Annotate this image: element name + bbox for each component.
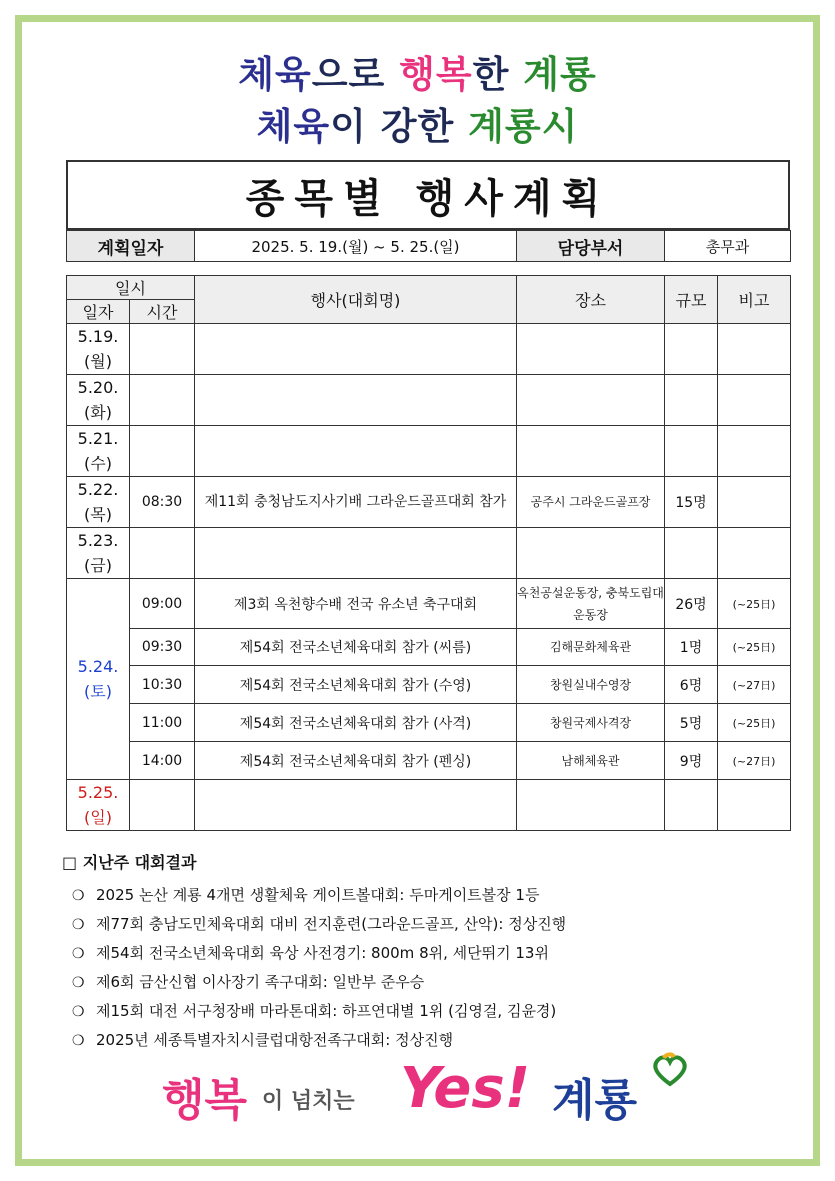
note-cell: (~27日): [718, 666, 791, 704]
header-time: 시간: [130, 300, 195, 324]
note-cell: (~25日): [718, 579, 791, 629]
circle-bullet-icon: ❍: [72, 888, 85, 904]
time-cell: 09:00: [130, 579, 195, 629]
event-cell: 제11회 충청남도지사기배 그라운드골프대회 참가: [195, 477, 517, 528]
table-row: [67, 375, 791, 426]
plan-meta-table: [66, 230, 791, 262]
table-row: [67, 780, 791, 831]
slogan-word: 한: [417, 105, 469, 148]
list-item: ❍ 제6회 금산신협 이사장기 족구대회: 일반부 준우승: [72, 968, 782, 997]
list-item: ❍ 제15회 대전 서구청장배 마라톤대회: 하프연대별 1위 (김영걸, 김윤경): [72, 997, 782, 1026]
table-row: [67, 528, 791, 579]
note-cell: (~25日): [718, 704, 791, 742]
heart-icon: [650, 1050, 690, 1090]
table-row: [67, 666, 791, 704]
date-cell: 5.23. (금): [67, 528, 130, 579]
date-cell-sunday: 5.25. (일): [67, 780, 130, 831]
circle-bullet-icon: ❍: [72, 917, 85, 933]
time-cell: 11:00: [130, 704, 195, 742]
results-list: [62, 881, 782, 1055]
event-cell: 제3회 옥천향수배 전국 유소년 축구대회: [195, 579, 517, 629]
table-row: [67, 579, 791, 629]
scale-cell: 15명: [665, 477, 718, 528]
footer-logo: 행복 이 넘치는 Yes! 계룡: [150, 1050, 690, 1140]
place-cell: 남해체육관: [517, 742, 665, 780]
event-cell: 제54회 전국소년체육대회 참가 (씨름): [195, 629, 517, 666]
note-cell: (~27日): [718, 742, 791, 780]
note-cell: [718, 477, 791, 528]
table-row: [67, 426, 791, 477]
date-cell: 5.20. (화): [67, 375, 130, 426]
circle-bullet-icon: ❍: [72, 946, 85, 962]
list-item: ❍ 제77회 충남도민체육대회 대비 전지훈련(그라운드골프, 산악): 정상진행: [72, 910, 782, 939]
note-cell: (~25日): [718, 629, 791, 666]
date-cell: 5.19. (월): [67, 324, 130, 375]
event-cell: 제54회 전국소년체육대회 참가 (펜싱): [195, 742, 517, 780]
plan-date-value: 2025. 5. 19.(월) ~ 5. 25.(일): [195, 231, 517, 262]
last-week-results: [62, 850, 782, 1055]
place-cell: 김해문화체육관: [517, 629, 665, 666]
header-date: 일자: [67, 300, 130, 324]
circle-bullet-icon: ❍: [72, 1033, 85, 1049]
dept-value: 총무과: [665, 231, 791, 262]
place-cell: 창원실내수영장: [517, 666, 665, 704]
scale-cell: 9명: [665, 742, 718, 780]
slogan-word: 한: [472, 53, 524, 96]
checkbox-icon: □: [62, 853, 78, 872]
list-item: ❍ 2025년 세종특별자치시클럽대항전족구대회: 정상진행: [72, 1026, 782, 1055]
page-title: 종목별 행사계획: [66, 160, 790, 230]
place-cell: 공주시 그라운드골프장: [517, 477, 665, 528]
scale-cell: 26명: [665, 579, 718, 629]
time-cell: 14:00: [130, 742, 195, 780]
event-cell: 제54회 전국소년체육대회 참가 (수영): [195, 666, 517, 704]
list-item: ❍ 제54회 전국소년체육대회 육상 사전경기: 800m 8위, 세단뛰기 13위: [72, 939, 782, 968]
table-row: [67, 742, 791, 780]
slogan-word: 체육: [238, 53, 312, 96]
table-row: [67, 477, 791, 528]
slogan-line-2: [0, 96, 835, 150]
slogan-word: 체육: [256, 105, 331, 148]
plan-date-label: 계획일자: [67, 231, 195, 262]
circle-bullet-icon: ❍: [72, 975, 85, 991]
list-item: ❍ 2025 논산 계룡 4개면 생활체육 게이트볼대회: 두마게이트볼장 1등: [72, 881, 782, 910]
slogan-word: 계룡: [523, 53, 597, 96]
date-cell: 5.21. (수): [67, 426, 130, 477]
scale-cell: 1명: [665, 629, 718, 666]
slogan-word: 계룡시: [468, 105, 579, 148]
dept-label: 담당부서: [517, 231, 665, 262]
table-row: [67, 629, 791, 666]
scale-cell: 6명: [665, 666, 718, 704]
date-cell-saturday: 5.24. (토): [67, 579, 130, 780]
time-cell: 09:30: [130, 629, 195, 666]
slogan-word: 이 강: [330, 105, 418, 148]
header-datetime: 일시: [67, 276, 195, 300]
time-cell: 08:30: [130, 477, 195, 528]
header-place: 장소: [517, 276, 665, 324]
header-event: 행사(대회명): [195, 276, 517, 324]
place-cell: 창원국제사격장: [517, 704, 665, 742]
results-heading: □ 지난주 대회결과: [62, 853, 197, 872]
circle-bullet-icon: ❍: [72, 1004, 85, 1020]
time-cell: 10:30: [130, 666, 195, 704]
date-cell: 5.22. (목): [67, 477, 130, 528]
table-row: [67, 704, 791, 742]
place-cell: 옥천공설운동장, 충북도립대 운동장: [517, 579, 665, 629]
slogan-word: 행복: [399, 53, 473, 96]
slogan-line-1: [0, 44, 835, 98]
schedule-table: [66, 275, 791, 831]
slogan-word: 으로: [311, 53, 400, 96]
event-cell: 제54회 전국소년체육대회 참가 (사격): [195, 704, 517, 742]
header-note: 비고: [718, 276, 791, 324]
header-scale: 규모: [665, 276, 718, 324]
scale-cell: 5명: [665, 704, 718, 742]
table-row: [67, 324, 791, 375]
